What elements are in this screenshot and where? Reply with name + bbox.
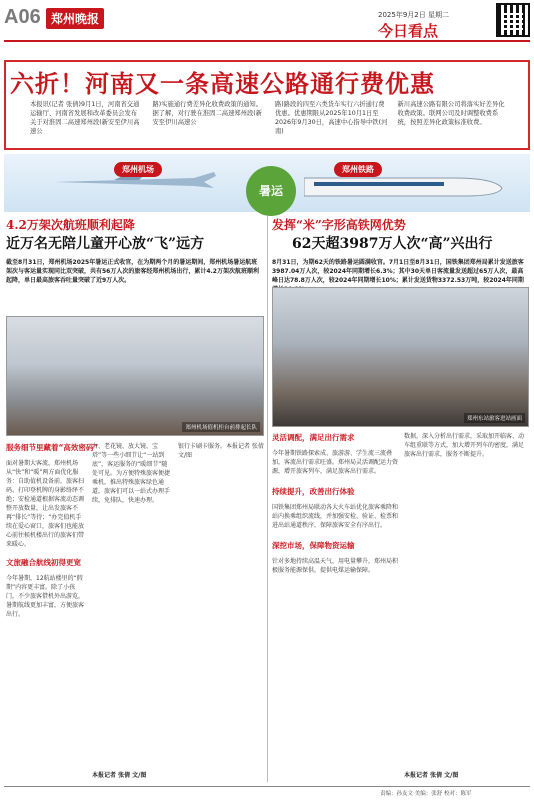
right-story-headline[interactable]: 62天超3987万人次“高”兴出行 xyxy=(292,236,493,252)
left-story-lead: 截至8月31日，郑州机场2025年暑运正式收官，在为期两个月的暑运期间，郑州机场暑运航班架次与客运量实现同比双突破，共有56万人次的旅客经郑州机场出行，累计4.2万架次航班顺利起降，单日最高旅客吞吐量突破了近9万人次。 xyxy=(6,259,259,284)
issue-date: 2025年9月2日 星期二 xyxy=(378,11,449,19)
page-number: A06 xyxy=(4,6,41,28)
column-divider xyxy=(267,216,268,782)
footer-divider xyxy=(4,786,530,787)
banner-tag-railway: 郑州铁路 xyxy=(334,162,382,177)
section-title: 今日看点 xyxy=(378,22,439,40)
high-speed-train-icon xyxy=(304,170,504,200)
right-story-lead: 8月31日，为期62天的铁路暑运圆满收官。7月1日至8月31日，国铁集团郑州局累计发送旅客3987.04万人次，较2024年同期增长6.3%；其中30天单日客流量发送超过65万人次，最高峰日达78.8万人次，较2024年同期增长10%；累计发送货物3372.53万吨，较2024年同期 xyxy=(272,259,524,284)
left-col-2: 台、老花镜、放大镜、宝塔”等一些小细节让“一站到底”，客运服务的“暖细节”随处可见。为方便特殊旅客便捷乘机，推出特殊旅客绿色通道，旅客们可以一站式办理手续，免排队，快速办理。 xyxy=(92,443,171,504)
right-col-2: 数据，深入分析出行需求，采取加开临客、动车组重联等方式，加大增开列车的密度，满足旅客出行需求，服务不断提升。 xyxy=(404,433,525,458)
right-section-title-1: 灵活调配，满足出行需求 xyxy=(272,433,355,442)
top-story-col-3: 路)路段的四至六类货车实行六折通行费优惠。优惠期限从2025年10月1日至2026年9月30日，高速中心指导中铁(河南) xyxy=(275,101,388,135)
right-section-title-3: 深挖市场，保障物资运输 xyxy=(272,541,355,550)
right-section-text-1: 今年暑期铁路探索成、旅游游、学生流三流叠加，客流出行需求旺盛。郑州局灵活调配运力资源，增开旅客列车，满足旅客出行需求。 xyxy=(272,450,399,475)
header-divider xyxy=(4,40,530,42)
top-story-col-2: 路)实施通行费差异化收费政策的通知。据了解，对行驶在淮固二高速郑州段(新安至伊川高速公 xyxy=(152,101,263,126)
right-story-kicker: 发挥“米”字形高铁网优势 xyxy=(272,218,406,232)
newspaper-logo: 郑州晚报 xyxy=(46,8,104,29)
railway-station-photo xyxy=(272,287,529,427)
right-section-title-2: 持续提升，改善出行体验 xyxy=(272,487,355,496)
left-story-headline[interactable]: 近万名无陪儿童开心放“飞”远方 xyxy=(6,236,205,252)
left-section-text-1: 面对暑期大客流，郑州机场从“快”和“暖”两方面优化服务：自助值机设备前，旅客扫码、打印登机牌的身影络绎不绝；安检通道根据客流动态调整开放数量，让出发旅客不再“排长”等待；“办完值机手续在爱心窗口，旅客们也能放心前往候机楼出行的旅客们带来暖心。 xyxy=(6,460,85,548)
top-story-headline[interactable]: 六折！河南又一条高速公路通行费优惠 xyxy=(10,69,435,98)
top-story-col-1: 本报讯(记者 张倩)9月1日，河南省交通运输厅、河南省发展和改革委员会发布关于对淮固二高速郑州段(新安至伊川高速公 xyxy=(30,101,140,135)
footer-credits: 责编：孙友文 美编：张舒 校对：陈军 xyxy=(380,791,472,797)
top-story-body xyxy=(30,100,510,136)
left-col-1 xyxy=(6,442,99,619)
right-section-text-2: 国铁集团郑州局联动各大火车站优化旅客乘降和站内换乘组织流线，并加强安检、验证、检票和进出站通道秩序，保障旅客安全有序出行。 xyxy=(272,504,399,529)
right-col-1 xyxy=(272,432,398,575)
left-section-text-2: 今年暑期，12航站楼里的“假期”内容更丰富。除了小孩门，不少旅客借机外出游览，暑期航线更加丰富，方便旅客出行。 xyxy=(6,575,85,618)
airport-photo-caption: 郑州机场值机柜台前排起长队 xyxy=(182,422,260,432)
airport-photo xyxy=(6,316,264,436)
top-story-col-4: 新川高速公路有限公司将落实好差异化收费政策。联网公司及时调整收费系统，按照差异化政策标准收费。 xyxy=(397,101,505,126)
railway-photo-caption: 郑州东站旅客进站画面 xyxy=(464,413,525,423)
left-section-title-1: 服务细节里藏着“高效密码” xyxy=(6,443,99,452)
banner-center-badge: 暑运 xyxy=(246,166,296,216)
right-section-text-3: 针对多地持续高温天气，用电量攀升，郑州局积极服务能源保供，提供电煤运输保障。 xyxy=(272,558,399,574)
qr-code-icon xyxy=(496,3,530,37)
left-story-byline: 本报记者 张倩 文/图 xyxy=(92,772,147,779)
left-story-kicker: 4.2万架次航班顺利起降 xyxy=(6,218,135,232)
left-section-title-2: 文旅融合航线初得更宽 xyxy=(6,558,81,567)
right-story-byline: 本报记者 张倩 文/图 xyxy=(404,772,459,779)
summer-travel-banner xyxy=(4,154,530,212)
left-col-3: 银行卡刷卡服务。本报记者 张倩 文/图 xyxy=(178,443,264,459)
banner-tag-airport: 郑州机场 xyxy=(114,162,162,177)
